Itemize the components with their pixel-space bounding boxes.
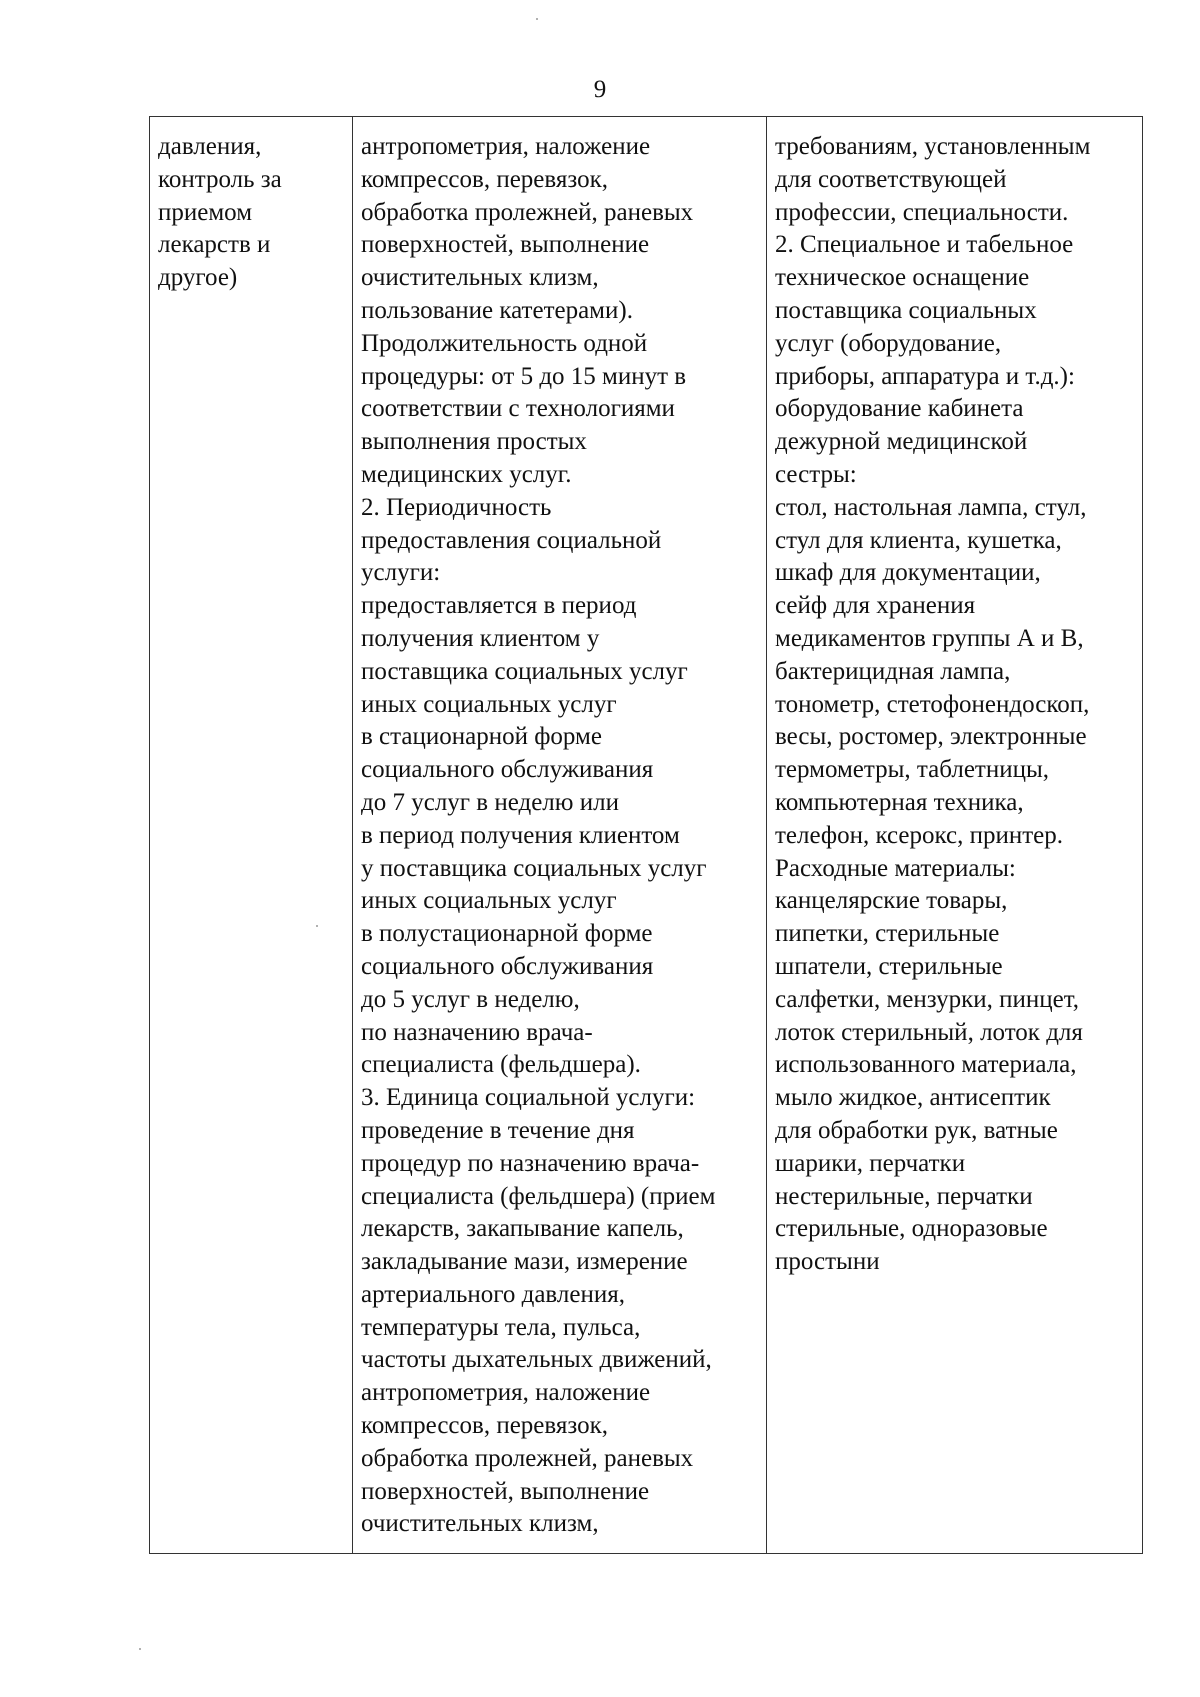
service-description-cell: антропометрия, наложение компрессов, перевязок, обработка пролежней, раневых поверхностей, выполнение очистительных клизм, пользование катетерами). Продолжительность одной процедуры: от 5 до 15 минут в соответствии с технологиями выполнения простых медицинских услуг. 2. Периодичность предоставления социальной услуги: предоставляется в период получения клиентом у поставщика социальных услуг иных социальных услуг в стационарной форме социального обслуживания до 7 услуг в неделю или в период получения клиентом у поставщика социальных услуг иных социальных услуг в полустационарной форме социального обслуживания до 5 услуг в неделю, по назначению врача- специалиста (фельдшера). 3. Единица социальной услуги: проведение в течение дня процедур по назначению врача- специалиста (фельдшера) (прием лекарств, закапывание капель, закладывание мази, измерение артериального давления, температуры тела, пульса, частоты дыхательных движений, антропометрия, наложение компрессов, перевязок, обработка пролежней, раневых поверхностей, выполнение очистительных клизм, [353,117,767,1554]
scan-speck [316,925,318,927]
page-number: 9 [593,76,607,103]
scan-speck [536,18,538,20]
service-name-cell: давления, контроль за приемом лекарств и другое) [150,117,353,1554]
table-row [150,117,1143,1554]
scan-speck [139,1648,141,1650]
services-table [149,116,1143,1554]
service-conditions-cell: требованиям, установленным для соответствующей профессии, специальности. 2. Специальное и табельное техническое оснащение поставщика социальных услуг (оборудование, приборы, аппаратура и т.д.): оборудование кабинета дежурной медицинской сестры: стол, настольная лампа, стул, стул для клиента, кушетка, шкаф для документации, сейф для хранения медикаментов группы А и В, бактерицидная лампа, тонометр, стетофонендоскоп, весы, ростомер, электронные термометры, таблетницы, компьютерная техника, телефон, ксерокс, принтер. Расходные материалы: канцелярские товары, пипетки, стерильные шпатели, стерильные салфетки, мензурки, пинцет, лоток стерильный, лоток для использованного материала, мыло жидкое, антисептик для обработки рук, ватные шарики, перчатки нестерильные, перчатки стерильные, одноразовые простыни [767,117,1143,1554]
